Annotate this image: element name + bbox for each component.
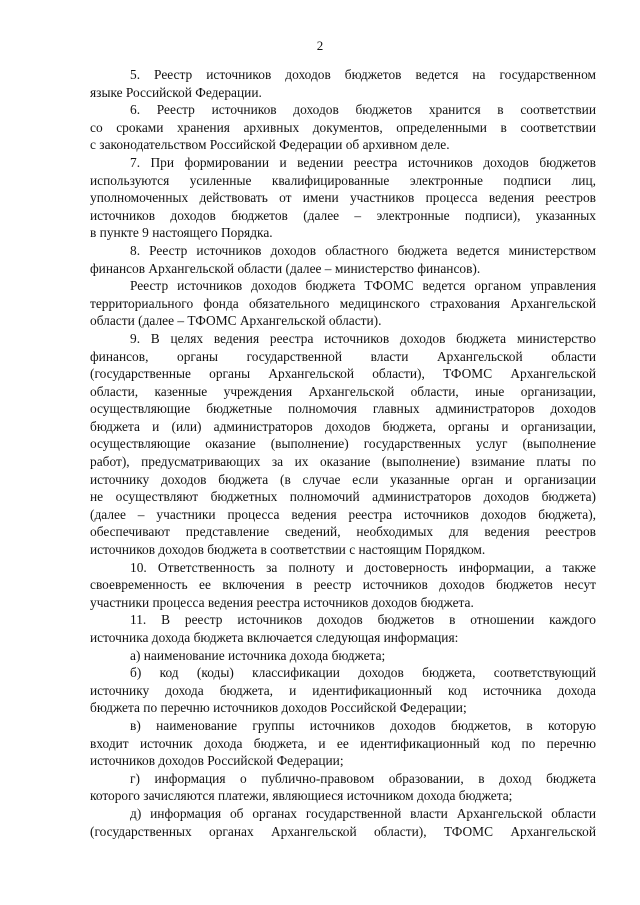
text-line: источника дохода бюджета включается следующая информация: xyxy=(90,630,459,645)
text-line: 10. Ответственность за полноту и достоверность информации, а также xyxy=(130,559,596,575)
text-line: (далее – участники процесса ведения реестра источников доходов бюджета), xyxy=(90,506,596,522)
text-line: финансов Архангельской области (далее – министерство финансов). xyxy=(90,260,481,276)
text-line: территориального фонда обязательного медицинского страхования Архангельской xyxy=(90,295,596,311)
paragraph-p8b xyxy=(90,277,596,330)
text-line: осуществляющие бюджетные полномочия главных администраторов доходов xyxy=(90,401,596,417)
text-line: используются усиленные квалифицированные электронные подписи лиц, xyxy=(90,172,596,188)
page-number: 2 xyxy=(316,38,324,53)
text-line: работ), предусматривающих за их оказание (выполнение) взимание платы по xyxy=(90,454,596,470)
paragraph-p9 xyxy=(90,330,596,559)
text-line: языке Российской Федерации. xyxy=(90,84,262,100)
text-line: 7. При формировании и ведении реестра источников доходов бюджетов xyxy=(130,154,596,170)
text-line: источников доходов Российской Федерации; xyxy=(90,753,344,769)
text-line: со сроками хранения архивных документов, определенными в соответствии xyxy=(90,119,596,135)
paragraph-p11v xyxy=(90,717,596,770)
document-body xyxy=(90,66,596,840)
text-line: б) код (коды) классификации доходов бюджета, соответствующий xyxy=(130,665,596,681)
text-line: уполномоченных действовать от имени участников процесса ведения реестров xyxy=(90,190,596,206)
text-line: которого зачисляются платежи, являющиеся источником дохода бюджета; xyxy=(90,788,513,804)
text-line: в) наименование группы источников доходов бюджетов, в которую xyxy=(130,717,596,733)
paragraph-p11 xyxy=(90,611,596,646)
text-line: бюджета по перечню источников доходов Российской Федерации; xyxy=(90,700,467,716)
paragraph-p7 xyxy=(90,154,596,242)
paragraph-p8 xyxy=(90,242,596,277)
paragraph-p10 xyxy=(90,559,596,612)
text-line: области, казенные учреждения Архангельской области, иные организации, xyxy=(90,383,596,399)
text-line: с законодательством Российской Федерации об архивном деле. xyxy=(90,137,450,153)
text-line: источников доходов бюджета в соответствии с настоящим Порядком. xyxy=(90,542,486,558)
paragraph-p6 xyxy=(90,101,596,154)
text-line: не осуществляют бюджетных полномочий администраторов доходов бюджета) xyxy=(90,489,596,505)
paragraph-p5 xyxy=(90,66,596,101)
text-line: в пункте 9 настоящего Порядка. xyxy=(90,225,273,241)
text-line: д) информация об органах государственной власти Архангельской области xyxy=(130,805,596,821)
text-line: 6. Реестр источников доходов бюджетов хранится в соответствии xyxy=(130,102,596,118)
text-line: обеспечивают представление сведений, необходимых для ведения реестров xyxy=(90,524,596,540)
text-line: участники процесса ведения реестра источников доходов бюджета. xyxy=(90,594,474,610)
text-line: 8. Реестр источников доходов областного бюджета ведется министерством xyxy=(130,242,596,258)
text-line: 9. В целях ведения реестра источников доходов бюджета министерство xyxy=(130,330,596,346)
text-line: 11. В реестр источников доходов бюджетов в отношении каждого xyxy=(130,612,596,628)
text-line: источников доходов бюджетов (далее – электронные подписи), указанных xyxy=(90,207,596,223)
paragraph-p11g xyxy=(90,770,596,805)
text-line: (государственные органы Архангельской области), ТФОМС Архангельской xyxy=(90,366,596,382)
text-line: своевременность ее включения в реестр источников доходов бюджетов несут xyxy=(90,577,596,593)
text-line: области (далее – ТФОМС Архангельской области). xyxy=(90,313,382,329)
text-line: осуществляющие оказание (выполнение) государственных услуг (выполнение xyxy=(90,436,596,452)
paragraph-p11b xyxy=(90,664,596,717)
text-line: (государственных органах Архангельской области), ТФОМС Архангельской xyxy=(90,823,596,839)
text-line: Реестр источников доходов бюджета ТФОМС ведется органом управления xyxy=(130,278,596,294)
text-line: финансов, органы государственной власти Архангельской области xyxy=(90,348,596,364)
paragraph-p11d xyxy=(90,805,596,840)
text-line: бюджета и (или) администраторов доходов бюджета, органы и организации, xyxy=(90,418,596,434)
text-line: входит источник дохода бюджета, и ее идентификационный код по перечню xyxy=(90,735,596,751)
text-line: а) наименование источника дохода бюджета; xyxy=(130,647,386,663)
text-line: г) информация о публично-правовом образовании, в доход бюджета xyxy=(130,770,596,786)
text-line: источнику доходов бюджета (в случае если указанные орган и организации xyxy=(90,471,596,487)
text-line: 5. Реестр источников доходов бюджетов ведется на государственном xyxy=(130,67,596,82)
text-line: источнику дохода бюджета, и идентификационный код источника дохода xyxy=(90,682,596,698)
paragraph-p11a xyxy=(90,647,596,665)
